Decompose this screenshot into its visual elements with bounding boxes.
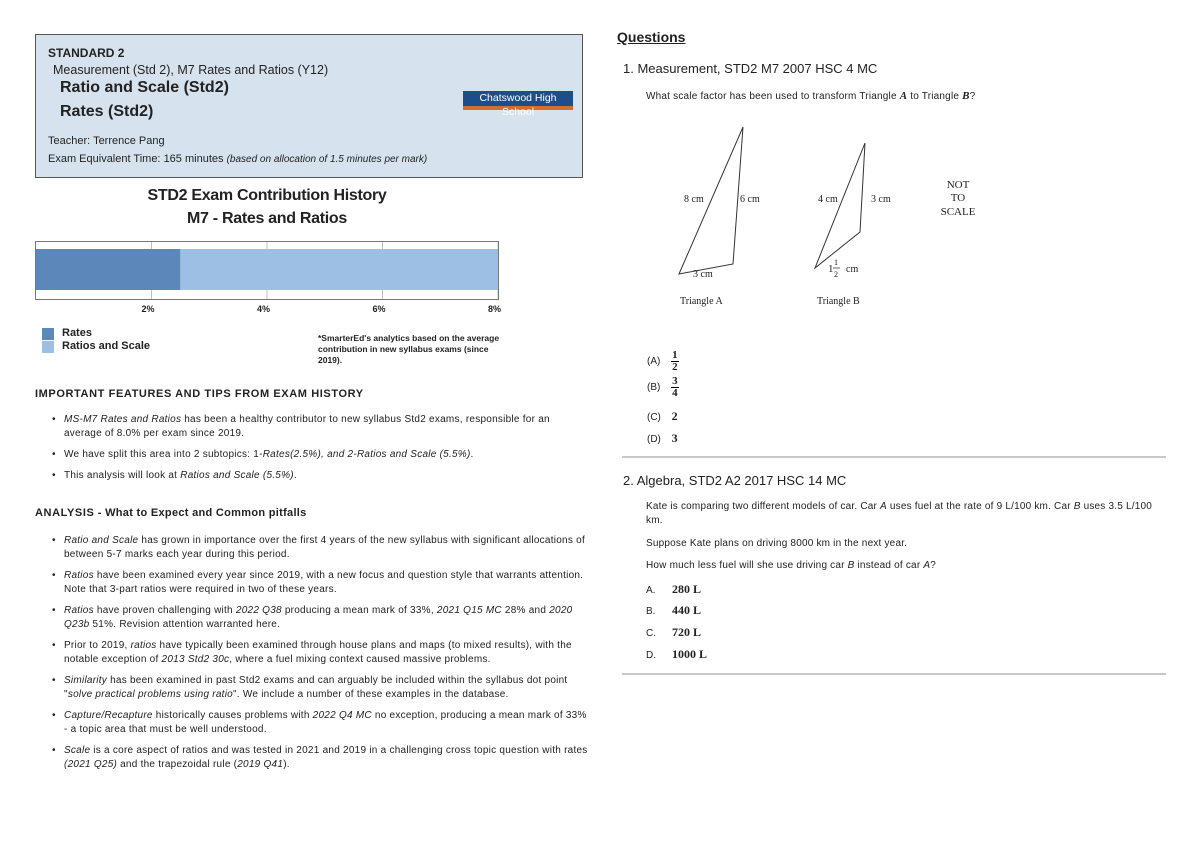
text: uses fuel at the rate of 9 L/100 km. Car (886, 501, 1074, 512)
question-1-title: 1. Measurement, STD2 M7 2007 HSC 4 MC (623, 61, 878, 76)
text: 51%. Revision attention warranted here. (89, 619, 281, 630)
emphasis: MS-M7 Rates and Ratios (64, 414, 182, 425)
option-label: (D) (647, 434, 661, 445)
exam-time-value: 165 minutes (163, 153, 224, 165)
triangle-b-right-label: 3 cm (871, 194, 891, 205)
list-item (35, 534, 590, 562)
text: Kate is comparing two different models of car. Car (646, 501, 881, 512)
text: ? (969, 91, 976, 102)
analysis-heading-rest: - What to Expect and Common pitfalls (94, 507, 307, 519)
text: . (470, 449, 474, 460)
analysis-list (35, 534, 590, 779)
list-item (35, 448, 590, 462)
list-item (35, 569, 590, 597)
text: has grown in importance over the first 4 years of the new syllabus with significant allocations of between 5-7 marks each year during this period. (64, 535, 585, 560)
chart-tick-label: 2% (141, 304, 155, 314)
text: . (293, 470, 297, 481)
features-list (35, 413, 590, 490)
exam-time-note: (based on allocation of 1.5 minutes per mark) (226, 154, 428, 165)
option-value: 2 (671, 409, 678, 423)
emphasis: 2021 Q15 MC (436, 605, 502, 616)
text: instead of car (854, 560, 924, 571)
question-2-paragraph-1 (646, 500, 1161, 528)
option-b[interactable] (647, 376, 679, 399)
teacher-line (48, 135, 165, 147)
option-label: D. (646, 650, 656, 661)
triangle-b-bottom-num: 1 (834, 258, 838, 267)
text: has been examined in past Std2 exams and can arguably be included within the syllabus dot point " (64, 675, 568, 700)
chart-footnote: *SmarterEd's analytics based on the average contribution in new syllabus exams (since 2019). (318, 333, 500, 365)
text: no exception, producing a mean mark of 33% - a topic area that must be well understood. (64, 710, 587, 735)
text: have typically been examined through house plans and maps (to mixed results), with the notable exception of (64, 640, 572, 665)
triangle-diagram (640, 115, 1020, 315)
chart-title-line-2: M7 - Rates and Ratios (187, 210, 347, 227)
list-item (35, 604, 590, 632)
exam-time-label: Exam Equivalent Time: (48, 153, 161, 165)
emphasis: Capture/Recapture (64, 710, 153, 721)
text: producing a mean mark of 33%, (281, 605, 437, 616)
var: A (880, 501, 887, 512)
text: have proven challenging with (93, 605, 236, 616)
option-value: 3 (671, 431, 678, 445)
list-item (35, 709, 590, 737)
emphasis: (2021 Q25) (64, 759, 118, 770)
page-subtitle: Rates (Std2) (60, 103, 154, 120)
chart-plot-area (35, 241, 499, 300)
teacher-name: Terrence Pang (93, 135, 165, 147)
not-to-scale-1: NOT (946, 179, 970, 191)
legend-label-rates: Rates (62, 327, 92, 339)
numerator: 3 (672, 375, 678, 387)
var: A (923, 560, 931, 571)
denominator: 4 (672, 387, 678, 399)
text: This analysis will look at (64, 470, 181, 481)
bar-ratios-and-scale (180, 249, 498, 290)
question-2-paragraph-3 (646, 560, 936, 571)
option-value: 720 L (672, 625, 702, 639)
emphasis: solve practical problems using ratio (67, 689, 233, 700)
text: What scale factor has been used to transform Triangle (646, 91, 900, 102)
numerator: 1 (672, 349, 678, 361)
emphasis: Similarity (64, 675, 108, 686)
option-label: A. (646, 585, 656, 596)
text: 28% and (501, 605, 550, 616)
exam-time-line (48, 153, 427, 165)
text: uses 3.5 L/100 km. (646, 501, 1152, 526)
option-d[interactable] (647, 431, 678, 446)
features-heading: IMPORTANT FEATURES AND TIPS FROM EXAM HISTORY (35, 388, 364, 400)
question-2-paragraph-2: Suppose Kate plans on driving 8000 km in the next year. (646, 538, 908, 549)
question-1-prompt (646, 90, 975, 102)
text: We have split this area into 2 subtopics: 1- (64, 449, 263, 460)
emphasis: 2022 Q38 (235, 605, 282, 616)
var: B (847, 560, 855, 571)
emphasis: 2022 Q4 MC (312, 710, 372, 721)
text: , where a fuel mixing context caused massive problems. (229, 654, 491, 665)
emphasis: 2019 Q41 (237, 759, 284, 770)
list-item (35, 744, 590, 772)
text: is a core aspect of ratios and was tested in 2021 and 2019 in a challenging cross topic question with rates (90, 745, 588, 756)
option-d[interactable] (646, 647, 707, 662)
emphasis: Ratios (64, 605, 94, 616)
not-to-scale-2: TO (950, 192, 966, 204)
option-label: (C) (647, 412, 661, 423)
analysis-heading-bold: ANALYSIS (35, 507, 95, 519)
triangle-b (815, 143, 865, 268)
question-divider (622, 673, 1166, 675)
chart-tick-label: 8% (488, 304, 502, 314)
contribution-chart (36, 242, 498, 299)
emphasis: Ratio and Scale (64, 535, 139, 546)
teacher-label: Teacher: (48, 135, 91, 147)
emphasis: ratios (130, 640, 157, 651)
text: and the trapezoidal rule ( (117, 759, 238, 770)
page-title: Ratio and Scale (Std2) (60, 79, 229, 96)
option-label: B. (646, 606, 656, 617)
triangle-b-caption: Triangle B (817, 296, 860, 307)
var: A (899, 90, 908, 102)
topic-subtitle: Measurement (Std 2), M7 Rates and Ratios (Y12) (53, 63, 329, 77)
text: historically causes problems with (152, 710, 313, 721)
triangle-b-left-label: 4 cm (818, 194, 838, 205)
fraction (671, 376, 679, 399)
fraction (671, 350, 679, 373)
text: have been examined every year since 2019, with a new focus and question style that warrants attention. Note that 3-part ratios were required in two of these years. (64, 570, 584, 595)
list-item (35, 639, 590, 667)
option-label: C. (646, 628, 656, 639)
header-card (35, 34, 583, 178)
text: Prior to 2019, (64, 640, 131, 651)
text: ". We include a number of these examples in the database. (233, 689, 509, 700)
legend-swatch-ratios-scale (42, 341, 54, 353)
list-item (35, 413, 590, 441)
list-item (35, 469, 590, 483)
legend-label-ratios-scale: Ratios and Scale (62, 340, 151, 352)
text: How much less fuel will she use driving car (646, 560, 848, 571)
legend-swatch-rates (42, 328, 54, 340)
standard-label: STANDARD 2 (48, 46, 125, 60)
triangle-a-bottom-label: 3 cm (693, 269, 713, 280)
option-value: 1000 L (672, 647, 708, 661)
triangle-a-left-label: 8 cm (684, 194, 704, 205)
triangle-b-bottom-whole: 1 (828, 263, 834, 275)
option-label: (A) (647, 356, 661, 368)
question-2-title: 2. Algebra, STD2 A2 2017 HSC 14 MC (623, 473, 847, 488)
emphasis: 2020 Q23b (64, 605, 573, 630)
list-item (35, 674, 590, 702)
questions-heading: Questions (617, 29, 686, 45)
emphasis: 2013 Std2 30c (161, 654, 230, 665)
bar-rates (36, 249, 180, 290)
var: B (962, 90, 970, 102)
option-c[interactable] (647, 409, 678, 424)
triangle-b-bottom-den: 2 (834, 270, 838, 279)
chart-tick-label: 4% (257, 304, 271, 314)
option-a[interactable] (646, 582, 701, 597)
chart-tick-label: 6% (372, 304, 386, 314)
chart-title-line-1: STD2 Exam Contribution History (147, 187, 387, 204)
option-a[interactable] (647, 350, 679, 373)
triangle-b-bottom-unit: cm (846, 264, 859, 275)
triangle-a-caption: Triangle A (680, 296, 723, 307)
var: B (1073, 501, 1081, 512)
triangle-a-right-label: 6 cm (740, 194, 760, 205)
analysis-heading (35, 507, 307, 519)
question-divider (622, 456, 1166, 458)
school-logo: Chatswood High School (463, 91, 573, 110)
not-to-scale-3: SCALE (940, 206, 976, 218)
emphasis: Scale (64, 745, 91, 756)
emphasis: Ratios (64, 570, 94, 581)
emphasis: Rates(2.5%), and 2-Ratios and Scale (5.5%) (262, 449, 471, 460)
text: ? (930, 560, 936, 571)
option-c[interactable] (646, 625, 701, 640)
option-label: (B) (647, 382, 661, 394)
text: has been a healthy contributor to new syllabus Std2 exams, responsible for an average of 8.0% per exam since 2019. (64, 414, 550, 439)
text: ). (283, 759, 290, 770)
text: to Triangle (907, 91, 963, 102)
emphasis: Ratios and Scale (5.5%) (180, 470, 294, 481)
denominator: 2 (672, 361, 678, 373)
option-value: 280 L (672, 582, 702, 596)
option-b[interactable] (646, 603, 701, 618)
option-value: 440 L (672, 603, 702, 617)
